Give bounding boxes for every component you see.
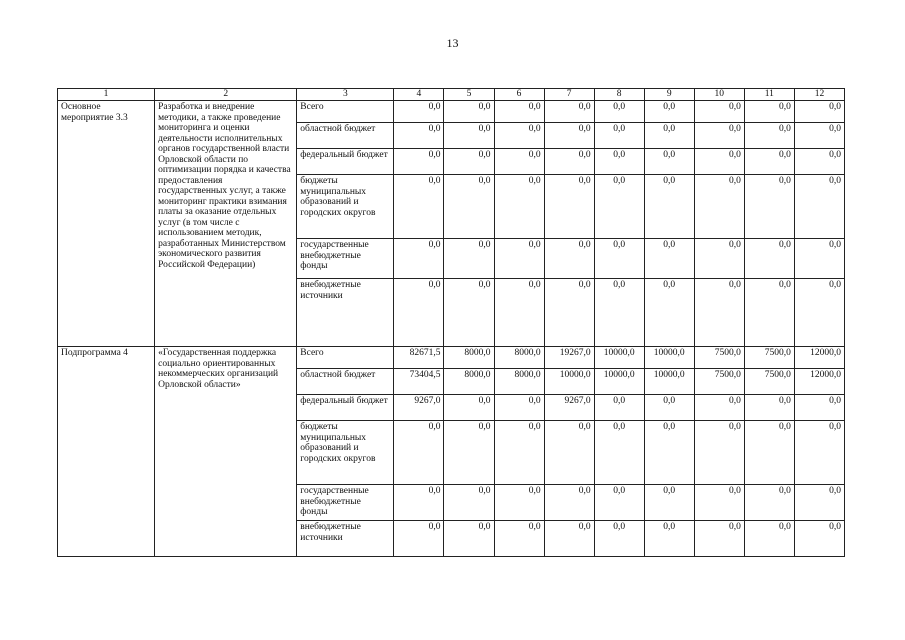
amount-cell: 10000,0 bbox=[644, 369, 694, 395]
amount-cell: 0,0 bbox=[594, 485, 644, 521]
amount-cell: 0,0 bbox=[594, 421, 644, 485]
amount-cell: 0,0 bbox=[644, 421, 694, 485]
amount-cell: 19267,0 bbox=[544, 347, 594, 369]
funding-source: областной бюджет bbox=[297, 369, 394, 395]
amount-cell: 0,0 bbox=[444, 101, 494, 123]
amount-cell: 0,0 bbox=[744, 395, 794, 421]
amount-cell: 9267,0 bbox=[544, 395, 594, 421]
amount-cell: 0,0 bbox=[694, 395, 744, 421]
amount-cell: 0,0 bbox=[694, 421, 744, 485]
column-header: 9 bbox=[644, 89, 694, 101]
amount-cell: 0,0 bbox=[794, 279, 844, 347]
amount-cell: 0,0 bbox=[394, 421, 444, 485]
amount-cell: 8000,0 bbox=[444, 369, 494, 395]
amount-cell: 0,0 bbox=[794, 521, 844, 557]
amount-cell: 0,0 bbox=[794, 395, 844, 421]
amount-cell: 10000,0 bbox=[544, 369, 594, 395]
column-header: 12 bbox=[794, 89, 844, 101]
column-header: 8 bbox=[594, 89, 644, 101]
amount-cell: 0,0 bbox=[544, 279, 594, 347]
amount-cell: 0,0 bbox=[744, 421, 794, 485]
amount-cell: 0,0 bbox=[394, 521, 444, 557]
amount-cell: 8000,0 bbox=[494, 369, 544, 395]
amount-cell: 0,0 bbox=[644, 485, 694, 521]
amount-cell: 0,0 bbox=[744, 123, 794, 149]
section-name: Основное мероприятие 3.3 bbox=[58, 101, 155, 347]
amount-cell: 8000,0 bbox=[444, 347, 494, 369]
amount-cell: 0,0 bbox=[494, 123, 544, 149]
amount-cell: 0,0 bbox=[694, 149, 744, 175]
funding-source: внебюджетные источники bbox=[297, 279, 394, 347]
amount-cell: 0,0 bbox=[644, 123, 694, 149]
amount-cell: 0,0 bbox=[444, 279, 494, 347]
amount-cell: 0,0 bbox=[744, 521, 794, 557]
column-header: 4 bbox=[394, 89, 444, 101]
amount-cell: 0,0 bbox=[744, 101, 794, 123]
amount-cell: 0,0 bbox=[444, 521, 494, 557]
amount-cell: 0,0 bbox=[644, 395, 694, 421]
amount-cell: 0,0 bbox=[544, 123, 594, 149]
amount-cell: 0,0 bbox=[644, 101, 694, 123]
amount-cell: 82671,5 bbox=[394, 347, 444, 369]
amount-cell: 0,0 bbox=[544, 101, 594, 123]
amount-cell: 73404,5 bbox=[394, 369, 444, 395]
amount-cell: 0,0 bbox=[494, 279, 544, 347]
amount-cell: 0,0 bbox=[644, 239, 694, 279]
funding-source: Всего bbox=[297, 101, 394, 123]
amount-cell: 9267,0 bbox=[394, 395, 444, 421]
table-row bbox=[58, 101, 845, 123]
amount-cell: 0,0 bbox=[394, 123, 444, 149]
amount-cell: 0,0 bbox=[594, 123, 644, 149]
amount-cell: 0,0 bbox=[644, 521, 694, 557]
amount-cell: 7500,0 bbox=[744, 369, 794, 395]
funding-source: федеральный бюджет bbox=[297, 395, 394, 421]
amount-cell: 0,0 bbox=[694, 279, 744, 347]
amount-cell: 0,0 bbox=[494, 101, 544, 123]
funding-source: федеральный бюджет bbox=[297, 149, 394, 175]
amount-cell: 0,0 bbox=[644, 279, 694, 347]
amount-cell: 0,0 bbox=[694, 485, 744, 521]
amount-cell: 0,0 bbox=[494, 485, 544, 521]
amount-cell: 0,0 bbox=[444, 421, 494, 485]
amount-cell: 0,0 bbox=[494, 395, 544, 421]
table-row bbox=[58, 347, 845, 369]
amount-cell: 0,0 bbox=[744, 279, 794, 347]
section-name: Подпрограмма 4 bbox=[58, 347, 155, 557]
funding-source: внебюджетные источники bbox=[297, 521, 394, 557]
amount-cell: 0,0 bbox=[694, 123, 744, 149]
funding-source: бюджеты муниципальных образований и городских округов bbox=[297, 175, 394, 239]
column-header: 1 bbox=[58, 89, 155, 101]
amount-cell: 0,0 bbox=[744, 239, 794, 279]
amount-cell: 10000,0 bbox=[594, 347, 644, 369]
amount-cell: 0,0 bbox=[594, 175, 644, 239]
amount-cell: 0,0 bbox=[444, 175, 494, 239]
amount-cell: 7500,0 bbox=[744, 347, 794, 369]
amount-cell: 0,0 bbox=[394, 149, 444, 175]
amount-cell: 10000,0 bbox=[644, 347, 694, 369]
amount-cell: 0,0 bbox=[594, 395, 644, 421]
funding-source: Всего bbox=[297, 347, 394, 369]
amount-cell: 0,0 bbox=[794, 123, 844, 149]
amount-cell: 0,0 bbox=[594, 239, 644, 279]
funding-source: государственные внебюджетные фонды bbox=[297, 485, 394, 521]
amount-cell: 0,0 bbox=[694, 521, 744, 557]
column-header: 6 bbox=[494, 89, 544, 101]
amount-cell: 0,0 bbox=[544, 149, 594, 175]
amount-cell: 0,0 bbox=[594, 101, 644, 123]
amount-cell: 0,0 bbox=[544, 239, 594, 279]
amount-cell: 0,0 bbox=[794, 149, 844, 175]
amount-cell: 0,0 bbox=[494, 149, 544, 175]
amount-cell: 0,0 bbox=[544, 421, 594, 485]
amount-cell: 0,0 bbox=[794, 239, 844, 279]
column-header: 2 bbox=[155, 89, 297, 101]
amount-cell: 0,0 bbox=[394, 239, 444, 279]
amount-cell: 0,0 bbox=[444, 149, 494, 175]
amount-cell: 0,0 bbox=[494, 175, 544, 239]
amount-cell: 7500,0 bbox=[694, 369, 744, 395]
amount-cell: 0,0 bbox=[394, 101, 444, 123]
amount-cell: 8000,0 bbox=[494, 347, 544, 369]
amount-cell: 12000,0 bbox=[794, 347, 844, 369]
column-header: 7 bbox=[544, 89, 594, 101]
amount-cell: 0,0 bbox=[694, 239, 744, 279]
column-header: 5 bbox=[444, 89, 494, 101]
amount-cell: 0,0 bbox=[794, 485, 844, 521]
column-header: 3 bbox=[297, 89, 394, 101]
amount-cell: 10000,0 bbox=[594, 369, 644, 395]
amount-cell: 0,0 bbox=[694, 175, 744, 239]
amount-cell: 0,0 bbox=[444, 123, 494, 149]
amount-cell: 0,0 bbox=[394, 175, 444, 239]
amount-cell: 0,0 bbox=[744, 149, 794, 175]
amount-cell: 0,0 bbox=[644, 149, 694, 175]
section-description: Разработка и внедрение методики, а также проведение мониторинга и оценки деятельности исполнительных органов государственной власти Орловской области по оптимизации порядка и качества предоставления государственных услуг, а также мониторинг практики взимания платы за оказание отдельных услуг (в том числе с использованием методик, разработанных Министерством экономического развития Российской Федерации) bbox=[155, 101, 297, 347]
amount-cell: 0,0 bbox=[694, 101, 744, 123]
column-header: 11 bbox=[744, 89, 794, 101]
amount-cell: 0,0 bbox=[744, 485, 794, 521]
column-header: 10 bbox=[694, 89, 744, 101]
amount-cell: 0,0 bbox=[394, 485, 444, 521]
budget-table bbox=[57, 88, 845, 557]
amount-cell: 0,0 bbox=[444, 395, 494, 421]
amount-cell: 0,0 bbox=[644, 175, 694, 239]
amount-cell: 12000,0 bbox=[794, 369, 844, 395]
amount-cell: 0,0 bbox=[744, 175, 794, 239]
funding-source: государственные внебюджетные фонды bbox=[297, 239, 394, 279]
amount-cell: 0,0 bbox=[544, 521, 594, 557]
column-number-row bbox=[58, 89, 845, 101]
amount-cell: 0,0 bbox=[494, 421, 544, 485]
amount-cell: 0,0 bbox=[444, 239, 494, 279]
amount-cell: 0,0 bbox=[394, 279, 444, 347]
amount-cell: 0,0 bbox=[594, 521, 644, 557]
page-number: 13 bbox=[446, 36, 459, 50]
funding-source: областной бюджет bbox=[297, 123, 394, 149]
section-description: «Государственная поддержка социально ориентированных некоммерческих организаций Орловской области» bbox=[155, 347, 297, 557]
amount-cell: 0,0 bbox=[594, 279, 644, 347]
amount-cell: 0,0 bbox=[544, 485, 594, 521]
amount-cell: 0,0 bbox=[794, 421, 844, 485]
amount-cell: 0,0 bbox=[594, 149, 644, 175]
amount-cell: 0,0 bbox=[794, 175, 844, 239]
amount-cell: 0,0 bbox=[444, 485, 494, 521]
funding-source: бюджеты муниципальных образований и городских округов bbox=[297, 421, 394, 485]
amount-cell: 0,0 bbox=[794, 101, 844, 123]
amount-cell: 7500,0 bbox=[694, 347, 744, 369]
amount-cell: 0,0 bbox=[544, 175, 594, 239]
amount-cell: 0,0 bbox=[494, 521, 544, 557]
amount-cell: 0,0 bbox=[494, 239, 544, 279]
